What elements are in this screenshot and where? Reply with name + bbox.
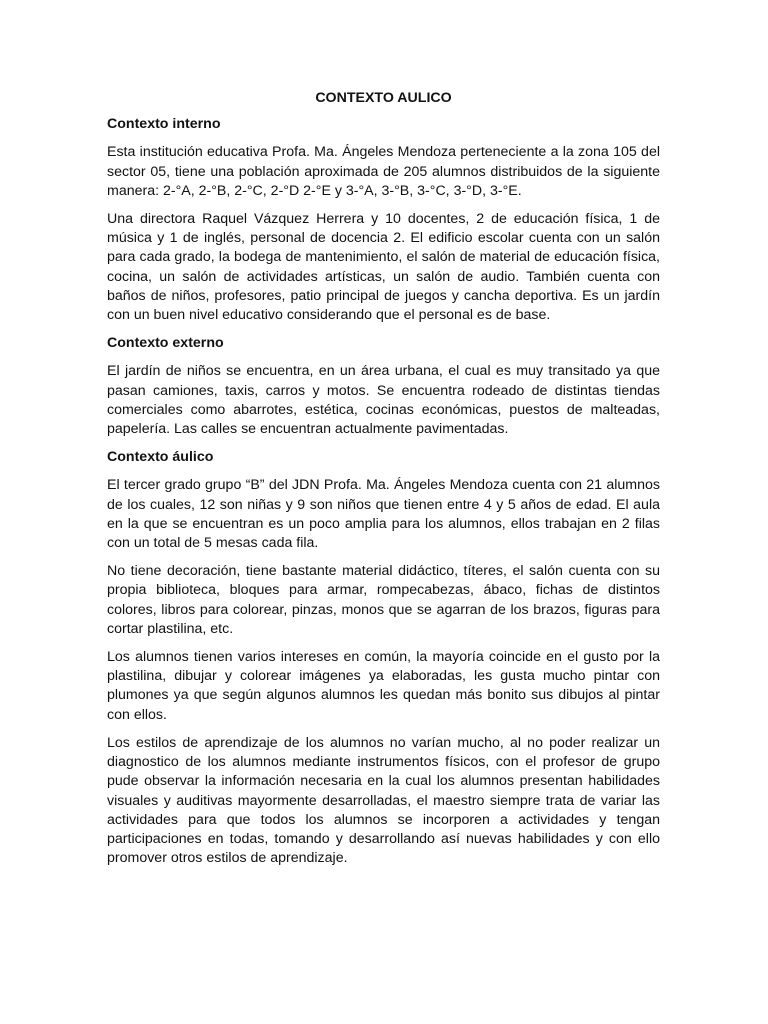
document-title: CONTEXTO AULICO	[315, 90, 452, 106]
section-heading-contexto-externo: Contexto externo	[107, 335, 224, 352]
section-heading-contexto-interno: Contexto interno	[107, 116, 221, 133]
document-page	[107, 89, 660, 877]
paragraph-institucion: Esta institución educativa Profa. Ma. Ángeles Mendoza perteneciente a la zona 105 del sector 05, tiene una población aproximada de 205 alumnos distribuidos de la siguiente manera: 2-°A, 2-°B, 2-°C, 2-°D 2-°E y 3-°A, 3-°B, 3-°C, 3-°D, 3-°E.	[107, 144, 660, 199]
paragraph-entorno: El jardín de niños se encuentra, en un área urbana, el cual es muy transitado ya que pasan camiones, taxis, carros y motos. Se encuentra rodeado de distintas tiendas comerciales como abarrotes, estética, cocinas económicas, puestos de malteadas, papelería. Las calles se encuentran actualmente pavimentadas.	[107, 363, 660, 438]
paragraph-intereses: Los alumnos tienen varios intereses en común, la mayoría coincide en el gusto por la plastilina, dibujar y colorear imágenes ya elaboradas, les gusta mucho pintar con plumones ya que según algunos alumnos les quedan más bonito sus dibujos al pintar con ellos.	[107, 649, 660, 723]
section-heading-contexto-aulico: Contexto áulico	[107, 449, 214, 466]
paragraph-material: No tiene decoración, tiene bastante material didáctico, títeres, el salón cuenta con su propia biblioteca, bloques para armar, rompecabezas, ábaco, fichas de distintos colores, libros para colorear, pinzas, monos que se agarran de los brazos, figuras para cortar plastilina, etc.	[107, 563, 660, 637]
paragraph-estilos-aprendizaje: Los estilos de aprendizaje de los alumnos no varían mucho, al no poder realizar un diagnostico de los alumnos mediante instrumentos físicos, con el profesor de grupo pude observar la información necesaria en la cual los alumnos presentan habilidades visuales y auditivas mayormente desarrolladas, el maestro siempre trata de variar las actividades para que todos los alumnos se incorporen a actividades y tengan participaciones en todas, tomando y desarrollando así nuevas habilidades y con ello promover otros estilos de aprendizaje.	[107, 734, 660, 867]
paragraph-grupo: El tercer grado grupo “B” del JDN Profa. Ma. Ángeles Mendoza cuenta con 21 alumnos de los cuales, 12 son niñas y 9 son niños que tienen entre 4 y 5 años de edad. El aula en la que se encuentran es un poco amplia para los alumnos, ellos trabajan en 2 filas con un total de 5 mesas cada fila.	[107, 477, 660, 552]
paragraph-personal: Una directora Raquel Vázquez Herrera y 10 docentes, 2 de educación física, 1 de música y 1 de inglés, personal de docencia 2. El edificio escolar cuenta con un salón para cada grado, la bodega de mantenimiento, el salón de material de educación física, cocina, un salón de actividades artísticas, un salón de audio. También cuenta con baños de niños, profesores, patio principal de juegos y cancha deportiva. Es un jardín con un buen nivel educativo considerando que el personal es de base.	[107, 211, 660, 324]
